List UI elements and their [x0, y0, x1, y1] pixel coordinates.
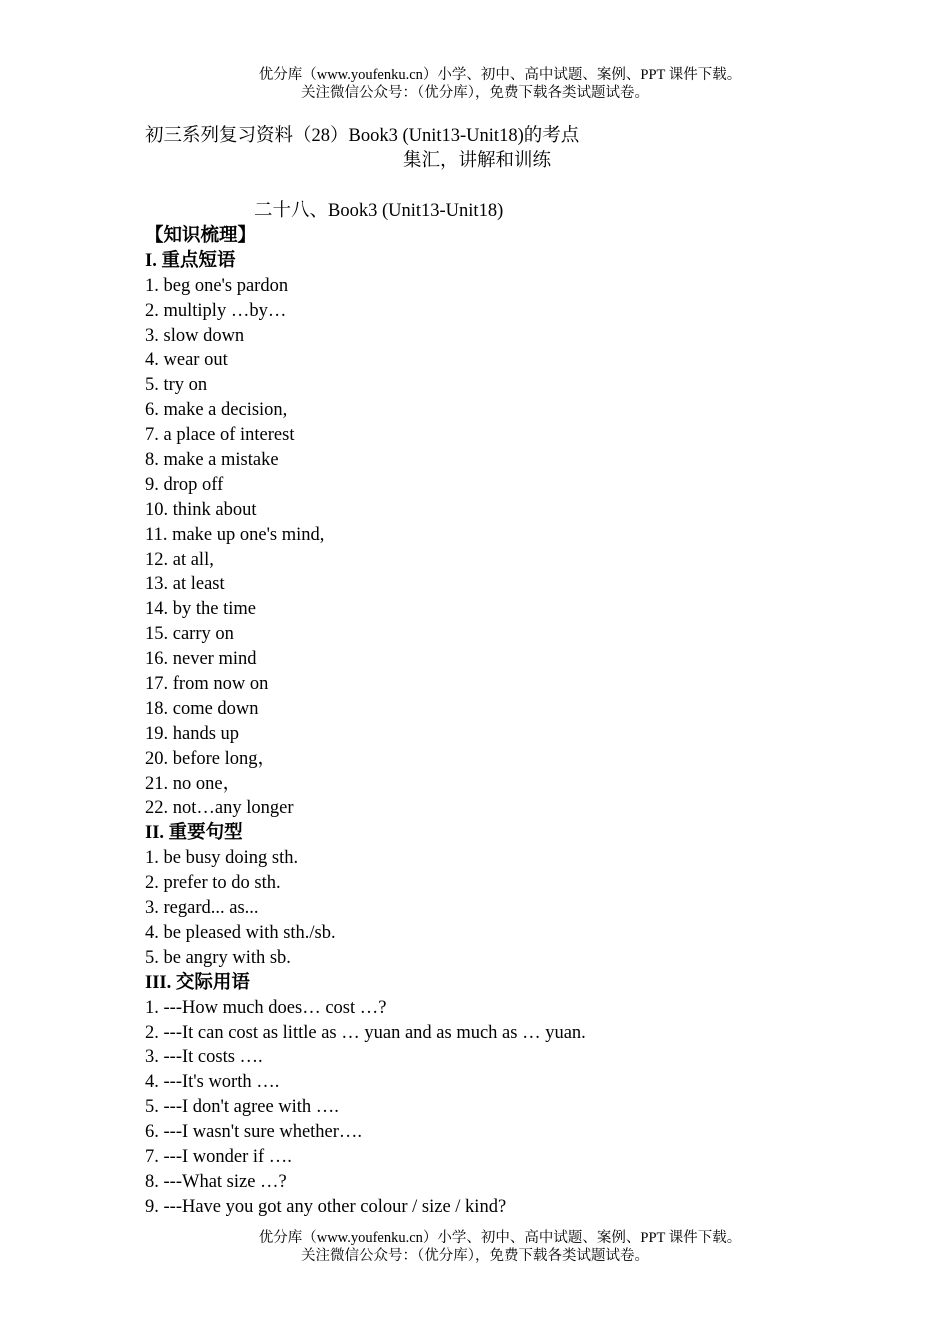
- list-item: 5. ---I don't agree with ….: [145, 1097, 339, 1118]
- list-item: 6. make a decision,: [145, 400, 288, 421]
- list-item: 4. wear out: [145, 350, 228, 371]
- list-item: 11. make up one's mind,: [145, 524, 325, 545]
- list-item: 3. slow down: [145, 325, 245, 346]
- document-title-line-1: 初三系列复习资料（28）Book3 (Unit13-Unit18)的考点: [145, 126, 580, 146]
- list-item: 21. no one，: [145, 773, 242, 794]
- list-item: 5. be angry with sb.: [145, 947, 291, 968]
- knowledge-heading: 【知识梳理】: [145, 226, 257, 246]
- list-item: 4. be pleased with sth./sb.: [145, 922, 336, 943]
- section-heading-sentences: II. 重要句型: [145, 823, 243, 844]
- list-item: 1. be busy doing sth.: [145, 848, 299, 869]
- list-item: 16. never mind: [145, 649, 257, 670]
- list-item: 7. ---I wonder if ….: [145, 1146, 292, 1167]
- document-title-line-2: 集汇，讲解和训练: [403, 151, 552, 171]
- header-line-2: 关注微信公众号：（优分库），免费下载各类试题试卷。: [301, 85, 649, 101]
- list-item: 19. hands up: [145, 723, 240, 744]
- list-item: 2. prefer to do sth.: [145, 873, 281, 894]
- footer-line-2: 关注微信公众号：（优分库），免费下载各类试题试卷。: [301, 1248, 649, 1264]
- header-line-1: 优分库（www.youfenku.cn）小学、初中、高中试题、案例、PPT 课件下载。: [258, 67, 742, 83]
- list-item: 8. make a mistake: [145, 450, 279, 471]
- footer-line-1: 优分库（www.youfenku.cn）小学、初中、高中试题、案例、PPT 课件下载。: [258, 1230, 742, 1246]
- page-footer: [0, 1229, 950, 1265]
- list-item: 1. ---How much does… cost …?: [145, 997, 387, 1018]
- list-item: 4. ---It's worth ….: [145, 1072, 280, 1093]
- list-item: 13. at least: [145, 574, 225, 595]
- list-item: 14. by the time: [145, 599, 256, 620]
- list-item: 18. come down: [145, 698, 259, 719]
- section-heading-expressions: III. 交际用语: [145, 972, 250, 993]
- list-item: 6. ---I wasn't sure whether….: [145, 1122, 363, 1143]
- list-item: 9. drop off: [145, 474, 224, 495]
- list-item: 5. try on: [145, 375, 208, 396]
- phrase-list: [145, 274, 845, 822]
- page-header: [0, 66, 950, 102]
- document-subtitle: 二十八、Book3 (Unit13-Unit18): [254, 201, 504, 221]
- list-item: 1. beg one's pardon: [145, 275, 289, 296]
- document-body: [145, 224, 845, 1220]
- list-item: 2. ---It can cost as little as … yuan and as much as … yuan.: [145, 1022, 586, 1043]
- list-item: 20. before long，: [145, 748, 277, 769]
- list-item: 9. ---Have you got any other colour / size / kind?: [145, 1196, 507, 1217]
- section-heading-phrases: I. 重点短语: [145, 250, 236, 271]
- list-item: 2. multiply …by…: [145, 300, 287, 321]
- list-item: 22. not…any longer: [145, 798, 294, 819]
- list-item: 17. from now on: [145, 674, 269, 695]
- list-item: 3. regard... as...: [145, 898, 259, 919]
- list-item: 10. think about: [145, 499, 257, 520]
- list-item: 7. a place of interest: [145, 425, 295, 446]
- list-item: 3. ---It costs ….: [145, 1047, 263, 1068]
- list-item: 15. carry on: [145, 624, 234, 645]
- sentence-pattern-list: [145, 846, 845, 970]
- expression-list: [145, 996, 845, 1220]
- list-item: 12. at all,: [145, 549, 214, 570]
- list-item: 8. ---What size …?: [145, 1171, 287, 1192]
